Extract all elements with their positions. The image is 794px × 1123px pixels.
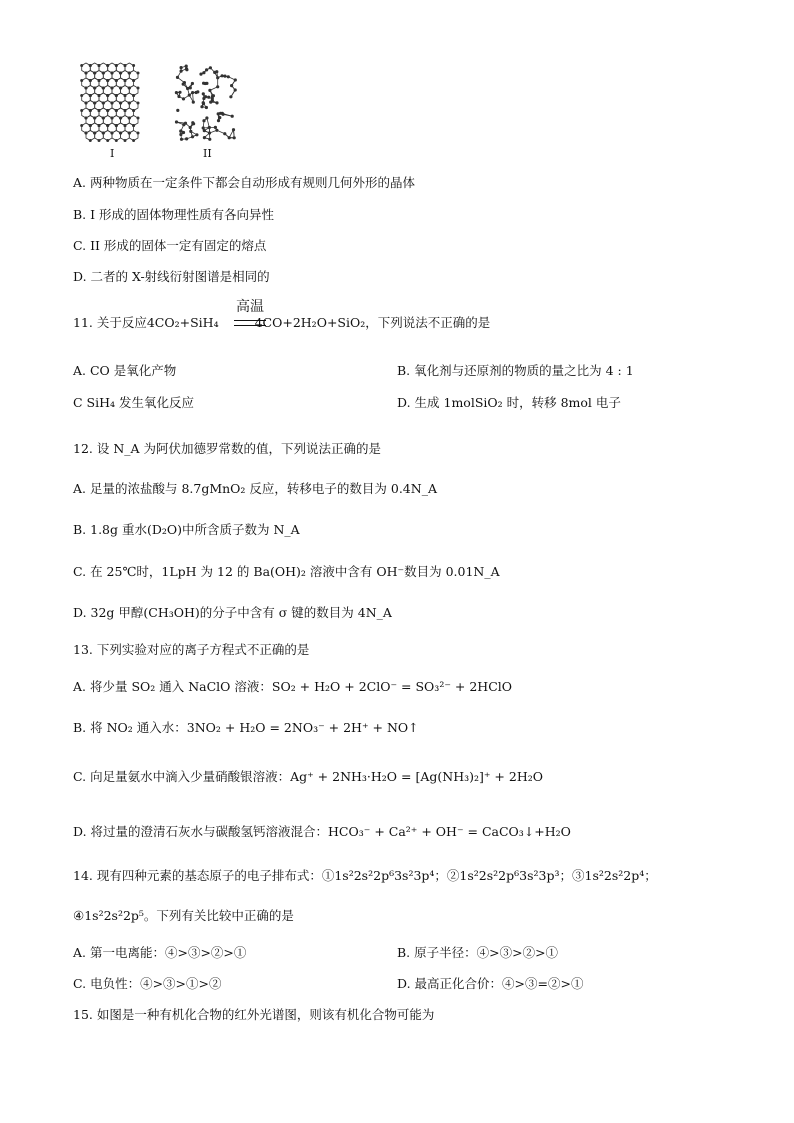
- lattice-atom: [120, 102, 122, 104]
- q10-option-a: A. 两种物质在一定条件下都会自动形成有规则几何外形的晶体: [73, 175, 415, 190]
- q11-stem: [73, 313, 490, 331]
- lattice-atom: [133, 94, 135, 96]
- network-atom: [219, 112, 221, 114]
- lattice-atom: [120, 132, 122, 134]
- lattice-atom: [102, 132, 104, 134]
- lattice-atom: [128, 117, 130, 119]
- network-atom: [191, 91, 193, 93]
- q11-option-c: C SiH₄ 发生氧化反应: [73, 395, 194, 410]
- network-atom: [200, 73, 202, 75]
- lattice-atom: [133, 139, 135, 141]
- lattice-atom: [111, 72, 113, 74]
- lattice-hexagon: [121, 131, 130, 141]
- lattice-atom: [89, 79, 91, 81]
- q11-option-d: D. 生成 1molSiO₂ 时，转移 8mol 电子: [397, 395, 621, 410]
- network-atom: [176, 76, 178, 78]
- network-atom: [192, 101, 194, 103]
- lattice-atom: [115, 109, 117, 111]
- q11-option-b: B. 氧化剂与还原剂的物质的量之比为 4 : 1: [397, 363, 634, 378]
- lattice-atom: [94, 132, 96, 134]
- network-atom: [204, 82, 206, 84]
- lattice-hexagon: [129, 131, 138, 141]
- network-atom: [202, 93, 204, 95]
- q14-option-b: B. 原子半径：④>③>②>①: [397, 945, 559, 960]
- lattice-atom: [115, 139, 117, 141]
- network-atom: [180, 70, 182, 72]
- lattice-atom: [120, 72, 122, 74]
- lattice-atom: [137, 102, 139, 104]
- lattice-atom: [81, 64, 83, 66]
- q12-option-c: C. 在 25℃时，1LpH 为 12 的 Ba(OH)₂ 溶液中含有 OH⁻数目为 0.01N_A: [73, 564, 500, 579]
- lattice-atom: [98, 139, 100, 141]
- lattice-atom: [128, 72, 130, 74]
- lattice-atom: [124, 124, 126, 126]
- q13-option-a: A. 将少量 SO₂ 通入 NaClO 溶液：SO₂ + H₂O + 2ClO⁻ = SO₃²⁻ + 2HClO: [73, 679, 513, 694]
- network-atom: [224, 75, 226, 77]
- lattice-atom: [85, 72, 87, 74]
- lattice-atom: [137, 132, 139, 134]
- lattice-atom: [133, 124, 135, 126]
- q15-stem: 15. 如图是一种有机化合物的红外光谱图，则该有机化合物可能为: [73, 1007, 435, 1022]
- lattice-atom: [98, 64, 100, 66]
- lattice-atom: [133, 64, 135, 66]
- q14-option-d: D. 最高正化合价：④>③=②>①: [397, 976, 584, 991]
- lattice-atom: [107, 94, 109, 96]
- network-atom: [208, 96, 210, 98]
- lattice-atom: [85, 87, 87, 89]
- lattice-atom: [111, 102, 113, 104]
- lattice-atom: [137, 117, 139, 119]
- lattice-atom: [89, 64, 91, 66]
- lattice-atom: [94, 117, 96, 119]
- lattice-atom: [98, 124, 100, 126]
- q11-reaction-left: 4CO₂+SiH₄: [146, 315, 219, 330]
- lattice-atom: [128, 132, 130, 134]
- lattice-atom: [115, 94, 117, 96]
- q11-reaction-right: 4CO+2H₂O+SiO₂: [254, 315, 366, 330]
- network-atom: [179, 91, 181, 93]
- lattice-atom: [124, 64, 126, 66]
- lattice-atom: [98, 109, 100, 111]
- network-atom: [196, 134, 198, 136]
- network-atom: [209, 138, 211, 140]
- network-atom: [180, 138, 182, 140]
- q13-option-d: D. 将过量的澄清石灰水与碳酸氢钙溶液混合：HCO₃⁻ + Ca²⁺ + OH⁻ = CaCO₃↓+H₂O: [73, 824, 571, 839]
- lattice-atom: [89, 109, 91, 111]
- q13-option-c: C. 向足量氨水中滴入少量硝酸银溶液：Ag⁺ + 2NH₃·H₂O = [Ag(NH₃)₂]⁺ + 2H₂O: [73, 769, 543, 784]
- lattice-atom: [111, 132, 113, 134]
- lattice-atom: [94, 102, 96, 104]
- lattice-atom: [81, 124, 83, 126]
- lattice-atom: [111, 117, 113, 119]
- network-atom: [230, 84, 232, 86]
- lattice-atom: [128, 87, 130, 89]
- lattice-atom: [107, 109, 109, 111]
- lattice-atom: [85, 117, 87, 119]
- lattice-atom: [133, 109, 135, 111]
- figure-label-i: I: [110, 147, 115, 160]
- lattice-atom: [102, 102, 104, 104]
- network-atom: [177, 109, 179, 111]
- network-atom: [224, 133, 226, 135]
- q13-option-b: B. 将 NO₂ 通入水：3NO₂ + H₂O = 2NO₃⁻ + 2H⁺ + NO↑: [73, 720, 419, 735]
- lattice-atom: [120, 87, 122, 89]
- lattice-atom: [102, 117, 104, 119]
- q14-option-c: C. 电负性：④>③>①>②: [73, 976, 222, 991]
- lattice-atom: [89, 94, 91, 96]
- lattice-atom: [102, 72, 104, 74]
- lattice-atom: [89, 139, 91, 141]
- q12-option-b: B. 1.8g 重水(D₂O)中所含质子数为 N_A: [73, 522, 300, 537]
- network-atom: [209, 89, 211, 91]
- lattice-atom: [107, 64, 109, 66]
- figure-label-ii: II: [203, 147, 212, 160]
- q14-stem-line2: ④1s²2s²2p⁵。下列有关比较中正确的是: [73, 908, 294, 923]
- network-atom: [182, 131, 184, 133]
- network-atom: [192, 122, 194, 124]
- lattice-atom: [94, 87, 96, 89]
- q11-condition-label: 高温: [236, 299, 264, 315]
- network-atom: [217, 86, 219, 88]
- network-atom: [175, 121, 177, 123]
- lattice-atom: [137, 87, 139, 89]
- lattice-atom: [111, 87, 113, 89]
- network-atom: [205, 106, 207, 108]
- lattice-atom: [124, 94, 126, 96]
- lattice-atom: [115, 124, 117, 126]
- network-atom: [186, 87, 188, 89]
- q11-equals-arrow: [234, 320, 266, 326]
- lattice-atom: [120, 117, 122, 119]
- network-atom: [232, 129, 234, 131]
- lattice-atom: [98, 79, 100, 81]
- q10-option-d: D. 二者的 X-射线衍射图谱是相同的: [73, 269, 270, 284]
- q11-stem-suffix: ，下列说法不正确的是: [365, 315, 491, 330]
- network-atom: [214, 71, 216, 73]
- q13-stem: 13. 下列实验对应的离子方程式不正确的是: [73, 642, 310, 657]
- lattice-atom: [124, 139, 126, 141]
- network-atom: [206, 117, 208, 119]
- q11-stem-prefix: 11. 关于反应: [73, 315, 147, 330]
- network-atom: [230, 96, 232, 98]
- lattice-atom: [98, 94, 100, 96]
- lattice-atom: [107, 139, 109, 141]
- network-atom: [216, 102, 218, 104]
- q12-option-d: D. 32g 甲醇(CH₃OH)的分子中含有 σ 键的数目为 4N_A: [73, 605, 392, 620]
- network-atom: [214, 126, 216, 128]
- network-atom: [189, 126, 191, 128]
- lattice-atom: [81, 79, 83, 81]
- network-atom: [219, 116, 221, 118]
- crystal-structure-figure-i: [80, 62, 160, 144]
- lattice-atom: [81, 109, 83, 111]
- lattice-atom: [115, 64, 117, 66]
- lattice-hexagon: [86, 131, 95, 141]
- lattice-atom: [89, 124, 91, 126]
- lattice-atom: [115, 79, 117, 81]
- lattice-atom: [137, 72, 139, 74]
- lattice-atom: [107, 79, 109, 81]
- q12-option-a: A. 足量的浓盐酸与 8.7gMnO₂ 反应，转移电子的数目为 0.4N_A: [73, 481, 437, 496]
- q10-option-b: B. I 形成的固体物理性质有各向异性: [73, 207, 275, 222]
- lattice-atom: [133, 79, 135, 81]
- lattice-atom: [94, 72, 96, 74]
- q12-stem: 12. 设 N_A 为阿伏加德罗常数的值，下列说法正确的是: [73, 441, 382, 456]
- lattice-atom: [128, 102, 130, 104]
- q14-stem-line1: 14. 现有四种元素的基态原子的电子排布式：①1s²2s²2p⁶3s²3p⁴；②1s²2s²2p⁶3s²3p³；③1s²2s²2p⁴；: [73, 868, 657, 883]
- lattice-hexagon: [103, 131, 112, 141]
- lattice-atom: [85, 102, 87, 104]
- network-atom: [185, 65, 187, 67]
- lattice-atom: [81, 94, 83, 96]
- lattice-atom: [124, 109, 126, 111]
- lattice-atom: [124, 79, 126, 81]
- network-atom: [231, 115, 233, 117]
- q10-option-c: C. II 形成的固体一定有固定的熔点: [73, 238, 267, 253]
- q14-option-a: A. 第一电离能：④>③>②>①: [73, 945, 247, 960]
- lattice-atom: [107, 124, 109, 126]
- lattice-atom: [85, 132, 87, 134]
- network-atom: [182, 98, 184, 100]
- q11-option-a: A. CO 是氧化产物: [73, 363, 177, 378]
- lattice-atom: [102, 87, 104, 89]
- amorphous-structure-figure-ii: [172, 62, 242, 144]
